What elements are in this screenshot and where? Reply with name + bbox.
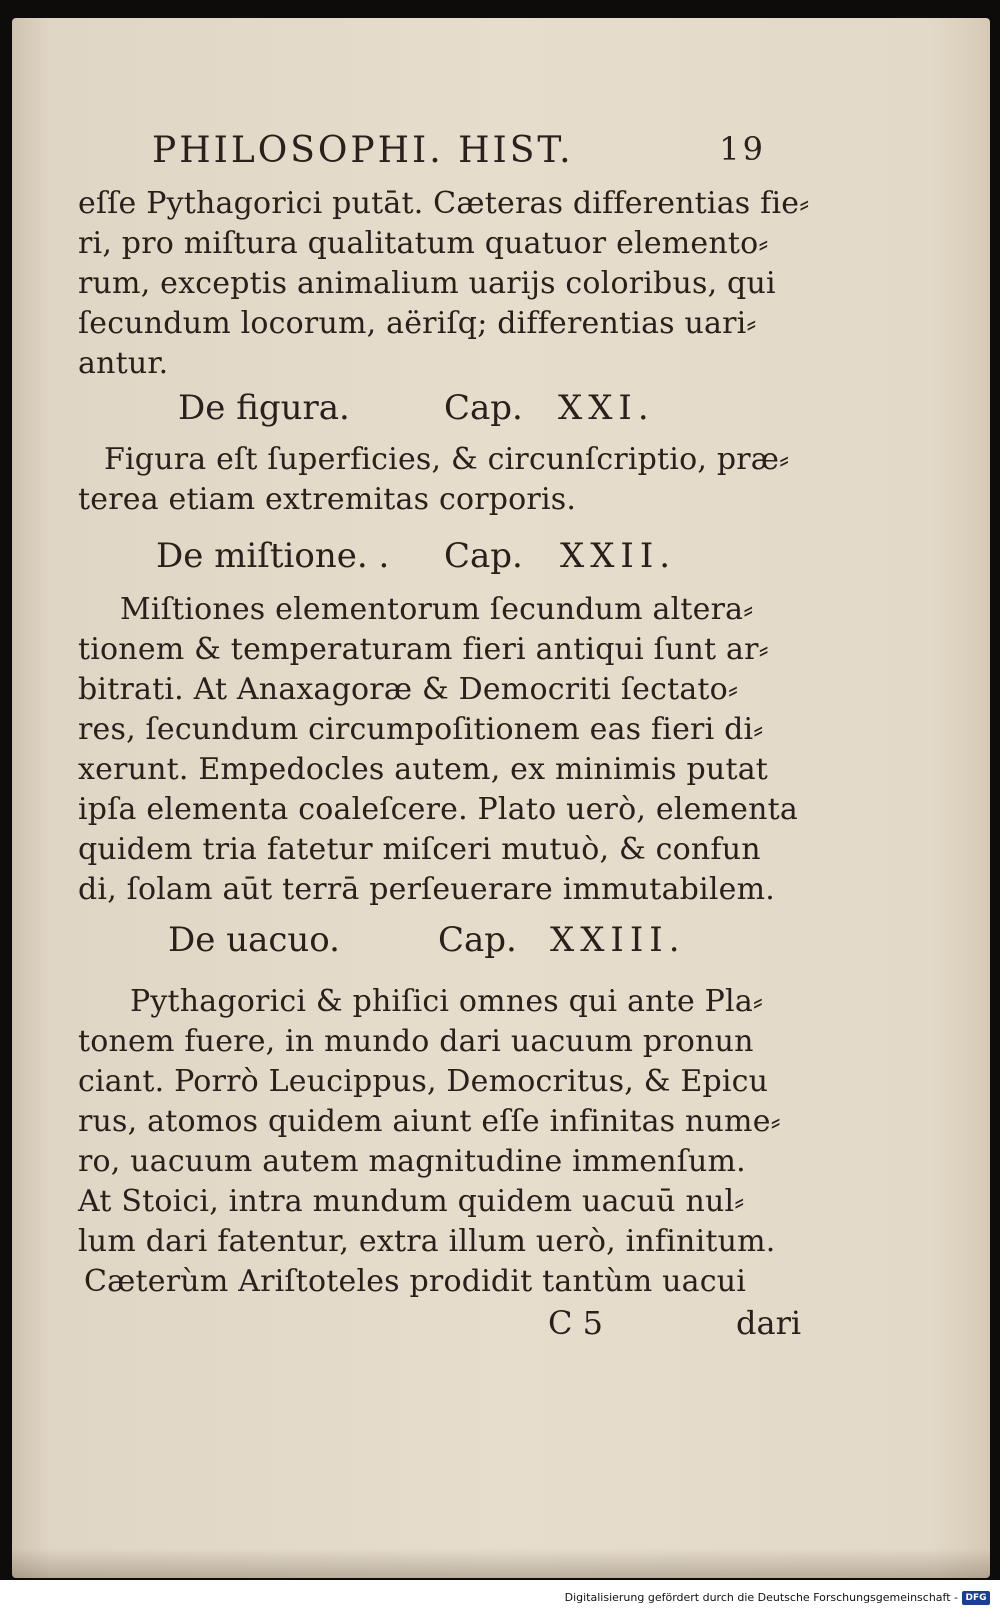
chapter-cap-label: Cap. [444,536,523,576]
chapter-title: De uacuo. [168,920,340,960]
text-line: ri, pro miſtura qualitatum quatuor elemento⸗ [78,226,769,261]
running-head-title: PHILOSOPHI. HIST. [152,130,574,171]
chapter-number: XXII. [560,536,677,576]
text-line: lum dari fatentur, extra illum uerò, infinitum. [78,1224,776,1259]
text-line: xerunt. Empedocles autem, ex minimis putat [78,752,769,787]
page-number: 19 [719,130,766,168]
chapter-cap-label: Cap. [444,388,523,428]
text-line: rus, atomos quidem aiunt eſſe infinitas nume⸗ [78,1104,781,1139]
chapter-heading [178,388,698,432]
running-head [86,130,766,180]
text-line: ſecundum locorum, aëriſq; differentias uari⸗ [78,306,757,341]
text-line: Pythagorici & phiſici omnes qui ante Pla⸗ [130,984,764,1019]
text-line: tonem fuere, in mundo dari uacuum pronun [78,1024,754,1059]
chapter-title: De figura. [178,388,350,428]
chapter-number: XXI. [558,388,655,428]
chapter-heading [168,920,728,964]
text-line: terea etiam extremitas corporis. [78,482,577,517]
text-line: res, ſecundum circumpoſitionem eas fieri di⸗ [78,712,764,747]
digitization-credit: Digitalisierung gefördert durch die Deutsche Forschungsgemeinschaft - [564,1591,958,1604]
text-line: tionem & temperaturam fieri antiqui ſunt ar⸗ [78,632,769,667]
text-line: quidem tria fatetur miſceri mutuò, & confun [78,832,761,867]
dfg-logo: DFG [962,1591,990,1605]
text-line: di, ſolam aūt terrā perſeuerare immutabilem. [78,872,775,907]
text-line: rum, exceptis animalium uarijs coloribus, qui [78,266,776,301]
signature-mark: C 5 [548,1304,604,1342]
footer-bar [0,1580,1000,1612]
chapter-heading [156,536,716,580]
text-line: ciant. Porrò Leucippus, Democritus, & Epicu [78,1064,769,1099]
chapter-cap-label: Cap. [438,920,517,960]
text-line: antur. [78,346,169,381]
text-line: Cæterùm Ariſtoteles prodidit tantùm uacui [84,1264,747,1299]
catchword: dari [736,1304,802,1342]
text-line: eſſe Pythagorici putāt. Cæteras differentias fie⸗ [78,186,810,221]
chapter-number: XXIII. [550,920,686,960]
text-line: Miſtiones elementorum ſecundum altera⸗ [120,592,754,627]
chapter-title: De miſtione. . [156,536,390,576]
text-line: Figura eſt ſuperficies, & circunſcriptio, præ⸗ [104,442,790,477]
text-line: At Stoici, intra mundum quidem uacuū nul⸗ [78,1184,745,1219]
page-edge-shadow [12,1548,990,1578]
text-line: ro, uacuum autem magnitudine immenſum. [78,1144,746,1179]
text-line: ipſa elementa coaleſcere. Plato uerò, elementa [78,792,798,827]
text-line: bitrati. At Anaxagoræ & Democriti ſectato⸗ [78,672,739,707]
